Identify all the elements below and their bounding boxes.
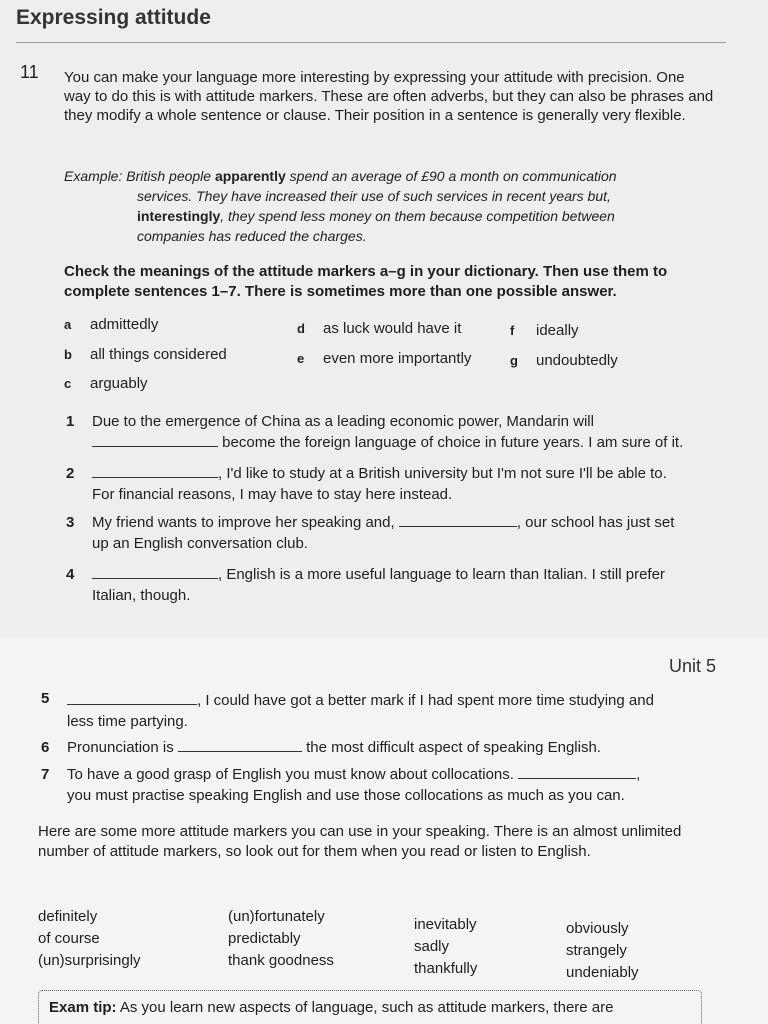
question-text: , I'd like to study at a British university but I'm not sure I'll be able to. [218, 465, 667, 482]
word-bank-item: sadly [414, 938, 450, 955]
word-bank-item: thank goodness [228, 952, 334, 969]
answer-blank[interactable] [92, 464, 218, 478]
exam-tip-text: As you learn new aspects of language, such as attitude markers, there are [119, 999, 614, 1016]
word-bank-item: of course [38, 930, 100, 947]
answer-blank[interactable] [518, 765, 636, 779]
question-7 [41, 764, 727, 806]
example-line-2: services. They have increased their use of such services in recent years but, [137, 188, 611, 204]
marker-b [64, 346, 227, 363]
word-bank-item: definitely [38, 908, 98, 925]
attitude-markers-list [64, 316, 704, 406]
marker-text: ideally [536, 322, 579, 339]
word-bank-item: (un)fortunately [228, 908, 325, 925]
example-text: spend an average of £90 a month on communication [289, 168, 617, 184]
example-line-3 [64, 206, 704, 226]
question-number: 3 [66, 514, 75, 531]
word-bank [38, 906, 688, 986]
exam-tip [49, 999, 613, 1016]
marker-letter: a [64, 317, 72, 332]
question-text: become the foreign language of choice in future years. I am sure of it. [222, 434, 684, 451]
word-bank-item: undeniably [566, 964, 639, 981]
question-number: 4 [66, 566, 75, 583]
word-bank-item: (un)surprisingly [38, 952, 141, 969]
question-number: 1 [66, 413, 75, 430]
question-6 [41, 737, 727, 758]
word-bank-column-3 [414, 914, 477, 980]
question-text: , I could have got a better mark if I had spent more time studying and [197, 692, 654, 709]
exercise-number: 11 [20, 62, 39, 82]
answer-blank[interactable] [399, 513, 517, 527]
example-marker-apparently: apparently [214, 168, 286, 184]
question-text: My friend wants to improve her speaking and, [92, 514, 395, 531]
question-3 [66, 512, 732, 554]
marker-letter: g [510, 353, 518, 368]
question-text: Italian, though. [92, 587, 191, 604]
answer-blank[interactable] [67, 691, 197, 705]
word-bank-item: obviously [566, 920, 629, 937]
word-bank-column-2 [228, 906, 334, 972]
word-bank-item: strangely [566, 942, 627, 959]
question-text: up an English conversation club. [92, 535, 308, 552]
question-text: , English is a more useful language to learn than Italian. I still prefer [218, 566, 665, 583]
marker-text: arguably [90, 375, 148, 392]
marker-c [64, 375, 148, 392]
question-number: 7 [41, 766, 50, 783]
question-4 [66, 564, 732, 606]
question-text: To have a good grasp of English you must know about collocations. [67, 766, 514, 783]
heading-divider [16, 42, 726, 43]
marker-text: undoubtedly [536, 352, 618, 369]
question-text: , our school has just set [516, 514, 675, 531]
answer-blank[interactable] [92, 565, 218, 579]
question-5 [41, 690, 727, 732]
textbook-page-bottom [0, 638, 768, 1024]
marker-text: admittedly [90, 316, 159, 333]
question-text: less time partying. [67, 713, 188, 730]
marker-letter: f [510, 323, 515, 338]
marker-text: as luck would have it [323, 320, 462, 337]
question-text: , [636, 766, 641, 783]
marker-letter: c [64, 376, 72, 391]
marker-text: even more importantly [323, 350, 472, 367]
example-line-1 [64, 166, 704, 186]
question-1 [66, 411, 732, 453]
example-text: , they spend less money on them because competition between [220, 208, 615, 224]
example-marker-interestingly: interestingly [137, 208, 221, 224]
word-bank-item: inevitably [414, 916, 477, 933]
more-markers-text: Here are some more attitude markers you can use in your speaking. There is an almost unlimited number of attitude markers, so look out for them when you read or listen to English. [38, 823, 682, 860]
example-block [64, 166, 704, 246]
answer-blank[interactable] [92, 433, 218, 447]
word-bank-item: predictably [228, 930, 301, 947]
unit-label: Unit 5 [668, 656, 716, 676]
marker-e [297, 350, 471, 367]
section-heading: Expressing attitude [16, 6, 211, 29]
question-text: you must practise speaking English and use those collocations as much as you can. [67, 787, 625, 804]
answer-blank[interactable] [178, 738, 302, 752]
question-number: 6 [41, 739, 50, 756]
marker-letter: e [297, 351, 305, 366]
word-bank-column-4 [566, 918, 639, 984]
word-bank-item: thankfully [414, 960, 478, 977]
question-text: Due to the emergence of China as a leading economic power, Mandarin will [92, 413, 594, 430]
marker-d [297, 320, 461, 337]
question-2 [66, 463, 732, 505]
marker-letter: d [297, 321, 305, 336]
exam-tip-label: Exam tip: [49, 999, 117, 1016]
word-bank-column-1 [38, 906, 141, 972]
example-line-4: companies has reduced the charges. [137, 228, 367, 244]
example-text: British people [126, 168, 212, 184]
question-text: the most difficult aspect of speaking English. [306, 739, 601, 756]
exercise-intro: You can make your language more interesting by expressing your attitude with precision. One way to do this is with attitude markers. These are often adverbs, but they can also be phrases and they modify a whole sentence or clause. Their position in a sentence is generally very flexible. [64, 69, 714, 124]
exam-tip-box [38, 990, 702, 1024]
instruction: Check the meanings of the attitude markers a–g in your dictionary. Then use them to complete sentences 1–7. There is sometimes more than one possible answer. [64, 263, 668, 300]
marker-f [510, 322, 579, 339]
marker-letter: b [64, 347, 72, 362]
marker-text: all things considered [90, 346, 227, 363]
question-number: 2 [66, 465, 75, 482]
question-text: Pronunciation is [67, 739, 174, 756]
example-label: Example: [64, 168, 123, 184]
question-number: 5 [41, 690, 50, 707]
marker-a [64, 316, 158, 333]
question-text: For financial reasons, I may have to stay here instead. [92, 486, 453, 503]
marker-g [510, 352, 618, 369]
